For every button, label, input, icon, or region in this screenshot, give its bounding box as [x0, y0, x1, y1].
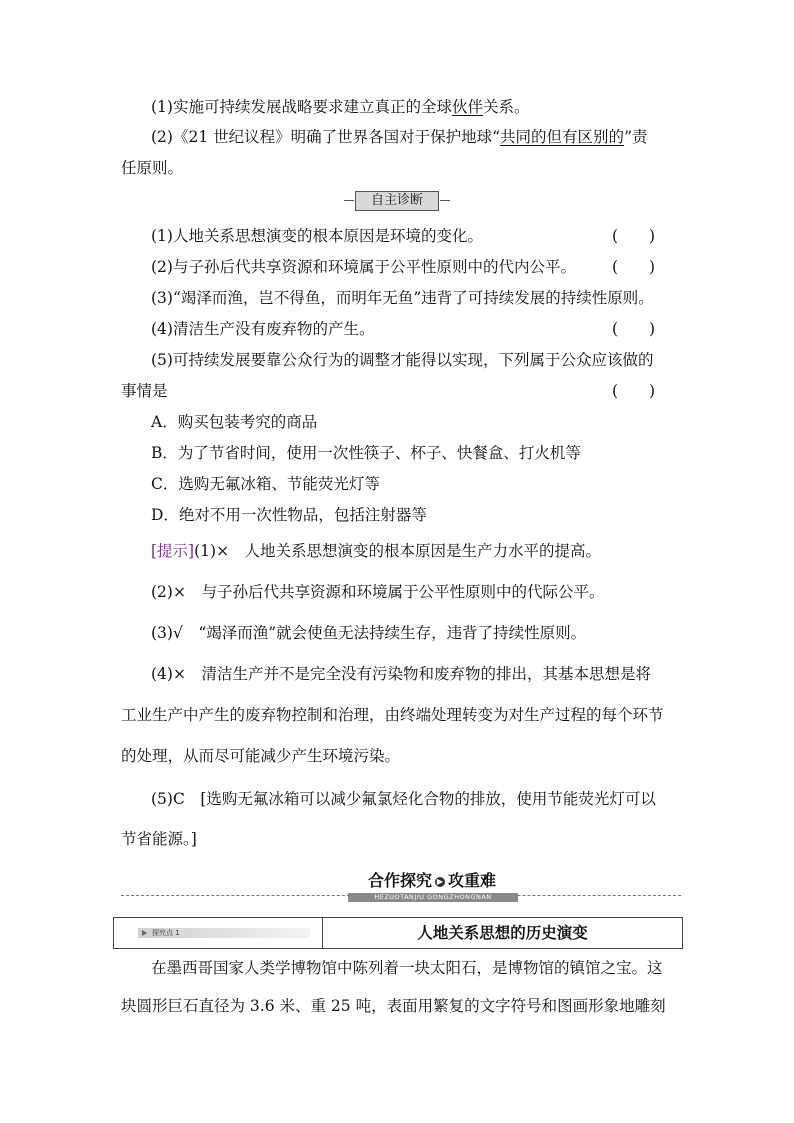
topic-title: 人地关系思想的历史演变 [417, 923, 588, 942]
answer-blank: ( ) [612, 227, 656, 245]
hint-4-line-3: 的处理，从而尽可能减少产生环境污染。 [121, 747, 401, 765]
hint-tag: [提示] [151, 542, 195, 560]
question-5-cont: 事情是 [121, 382, 168, 400]
option-d: D．绝对不用一次性物品，包括注射器等 [151, 506, 427, 524]
question-4: (4)清洁生产没有废弃物的产生。 [151, 320, 375, 338]
option-a: A．购买包装考究的商品 [151, 413, 318, 431]
hint-4-line-2: 工业生产中产生的废弃物控制和治理，由终端处理转变为对生产过程的每个环节 [121, 706, 664, 724]
body-line-2: 块圆形巨石直径为 3.6 米、重 25 吨，表面用繁复的文字符号和图画形象地雕刻 [121, 997, 666, 1015]
underlined-term: 共同的但有区别的 [500, 128, 625, 146]
arrow-right-icon: ▶ [436, 876, 444, 886]
underlined-term: 伙伴 [451, 98, 483, 116]
hint-4-line-1: (4)× 清洁生产并不是完全没有污染物和废弃物的排出，其基本思想是将 [151, 665, 651, 683]
option-b: B．为了节省时间，使用一次性筷子、杯子、快餐盒、打火机等 [151, 444, 581, 462]
question-2: (2)与子孙后代共享资源和环境属于公平性原则中的代内公平。 [151, 258, 576, 276]
topic-table [113, 917, 683, 949]
question-5: (5)可持续发展要靠公众行为的调整才能得以实现，下列属于公众应该做的 [151, 351, 654, 369]
section-badge: 自主诊断 [355, 191, 439, 211]
question-3: (3)“竭泽而渔，岂不得鱼，而明年无鱼”违背了可持续发展的持续性原则。 [151, 289, 654, 307]
topic-tag-cell [114, 918, 323, 948]
topic-tag: 探究点 1 [138, 928, 310, 938]
intro-text: 关系。 [482, 98, 530, 116]
question-1: (1)人地关系思想演变的根本原因是环境的变化。 [151, 227, 483, 245]
answer-blank: ( ) [612, 320, 656, 338]
banner-pinyin: HEZUOTANJIU GONGZHONGNAN [348, 893, 518, 902]
hint-3: (3)√ “竭泽而渔”就会使鱼无法持续生存，违背了持续性原则。 [151, 624, 587, 642]
intro-line-3: 任原则。 [121, 159, 184, 177]
intro-text: ”责 [624, 128, 648, 146]
intro-line-2 [151, 127, 711, 147]
hint-5-line-1: (5)C [选购无氟冰箱可以减少氟氯烃化合物的排放，使用节能荧光灯可以 [151, 790, 656, 808]
hint-1 [151, 541, 711, 561]
banner-left-text: 合作探究 [367, 871, 432, 890]
hint-5-line-2: 节省能源。] [121, 830, 197, 848]
banner-right-text: 攻重难 [448, 871, 497, 890]
intro-line-1 [151, 97, 711, 117]
section-banner [336, 871, 528, 891]
answer-blank: ( ) [612, 382, 656, 400]
body-line-1: 在墨西哥国家人类学博物馆中陈列着一块太阳石，是博物馆的镇馆之宝。这 [151, 959, 663, 977]
hint-text: (1)× 人地关系思想演变的根本原因是生产力水平的提高。 [194, 542, 602, 560]
intro-text: (2)《21 世纪议程》明确了世界各国对于保护地球“ [151, 128, 501, 146]
option-c: C．选购无氟冰箱、节能荧光灯等 [151, 475, 380, 493]
hint-2: (2)× 与子孙后代共享资源和环境属于公平性原则中的代际公平。 [151, 583, 605, 601]
intro-text: (1)实施可持续发展战略要求建立真正的全球 [151, 98, 452, 116]
answer-blank: ( ) [612, 258, 656, 276]
